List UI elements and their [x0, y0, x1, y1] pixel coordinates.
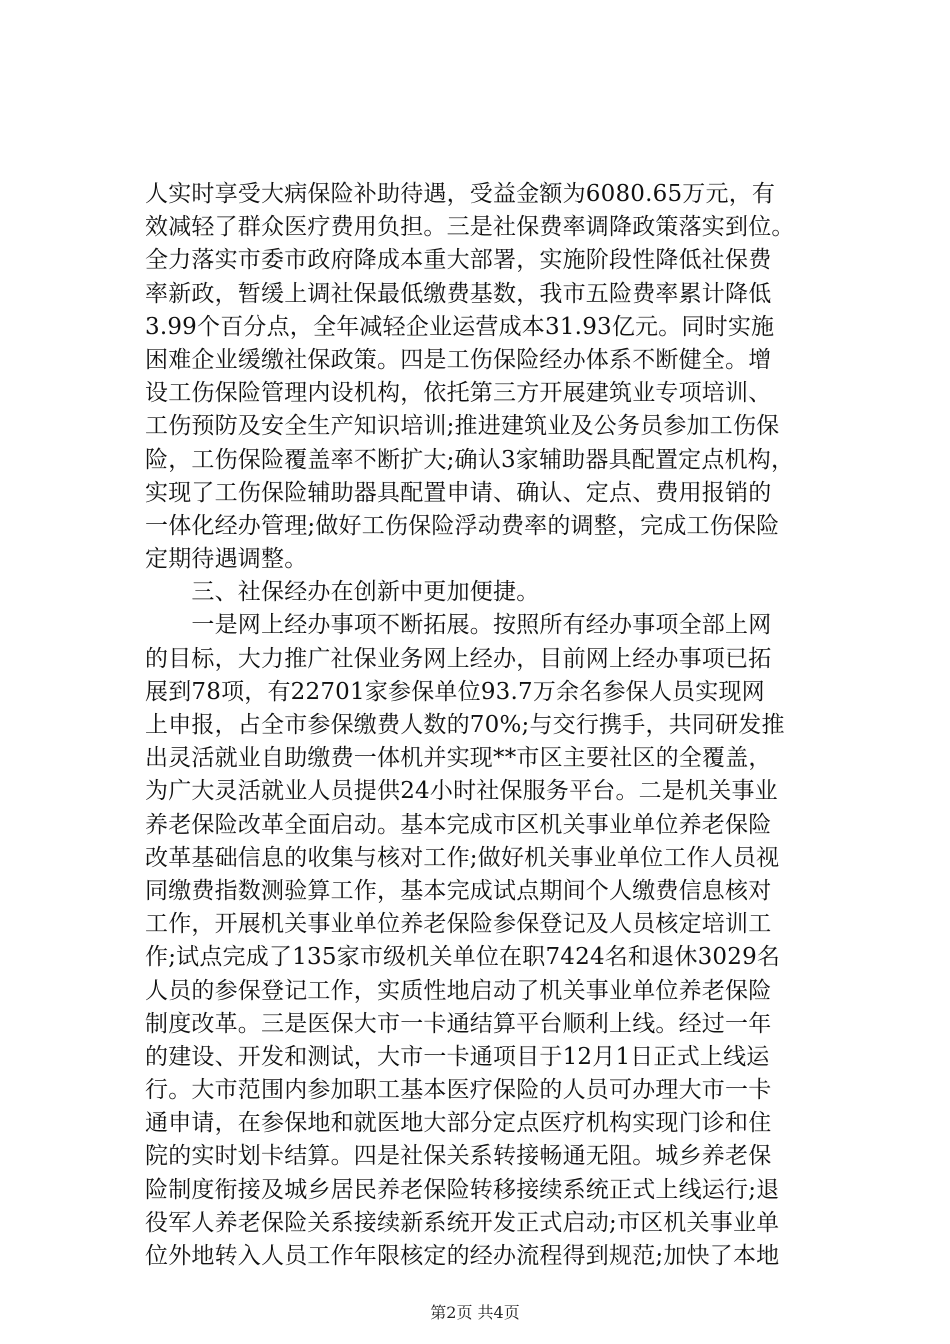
text-line: 同缴费指数测验算工作，基本完成试点期间个人缴费信息核对 [145, 877, 772, 904]
text-line: 养老保险改革全面启动。基本完成市区机关事业单位养老保险 [145, 811, 772, 838]
text-line: 役军人养老保险关系接续新系统开发正式启动;市区机关事业单 [145, 1209, 780, 1236]
text-line: 定期待遇调整。 [145, 546, 308, 573]
text-line: 上申报，占全市参保缴费人数的70%;与交行携手，共同研发推 [145, 712, 785, 738]
text-line: 位外地转入人员工作年限核定的经办流程得到规范;加快了本地 [145, 1243, 780, 1269]
body-text [145, 178, 835, 1273]
text-line: 的建设、开发和测试，大市一卡通项目于12月1日正式上线运 [145, 1043, 770, 1070]
text-line: 3.99个百分点，全年减轻企业运营成本31.93亿元。同时实施 [145, 313, 775, 340]
text-line: 一体化经办管理;做好工伤保险浮动费率的调整，完成工伤保险 [145, 512, 780, 539]
text-line: 险制度衔接及城乡居民养老保险转移接续系统正式上线运行;退 [145, 1176, 780, 1203]
text-line: 工伤预防及安全生产知识培训;推进建筑业及公务员参加工伤保 [145, 413, 780, 440]
text-line: 实现了工伤保险辅助器具配置申请、确认、定点、费用报销的 [145, 479, 772, 506]
text-line: 设工伤保险管理内设机构，依托第三方开展建筑业专项培训、 [145, 380, 772, 407]
text-line: 出灵活就业自助缴费一体机并实现**市区主要社区的全覆盖， [145, 745, 772, 772]
text-line: 的目标，大力推广社保业务网上经办，目前网上经办事项已拓 [145, 645, 772, 672]
text-line: 院的实时划卡结算。四是社保关系转接畅通无阻。城乡养老保 [145, 1143, 772, 1170]
text-line: 制度改革。三是医保大市一卡通结算平台顺利上线。经过一年 [145, 1010, 772, 1037]
text-line: 困难企业缓缴社保政策。四是工伤保险经办体系不断健全。增 [145, 346, 772, 373]
text-line: 效减轻了群众医疗费用负担。三是社保费率调降政策落实到位。 [145, 214, 795, 241]
text-line: 工作，开展机关事业单位养老保险参保登记及人员核定培训工 [145, 911, 772, 938]
text-line: 人员的参保登记工作，实质性地启动了机关事业单位养老保险 [145, 977, 772, 1004]
text-line: 全力落实市委市政府降成本重大部署，实施阶段性降低社保费 [145, 247, 772, 274]
text-line: 行。大市范围内参加职工基本医疗保险的人员可办理大市一卡 [145, 1077, 772, 1104]
text-line: 三、社保经办在创新中更加便捷。 [145, 579, 540, 606]
page-footer: 第2页 共4页 [430, 1303, 520, 1322]
text-line: 作;试点完成了135家市级机关单位在职7424名和退休3029名 [145, 944, 781, 971]
text-line: 改革基础信息的收集与核对工作;做好机关事业单位工作人员视 [145, 844, 780, 871]
text-line: 率新政，暂缓上调社保最低缴费基数，我市五险费率累计降低 [145, 280, 772, 307]
text-line: 人实时享受大病保险补助待遇，受益金额为6080.65万元，有 [145, 181, 776, 207]
text-line: 一是网上经办事项不断拓展。按照所有经办事项全部上网 [145, 612, 772, 639]
text-line: 通申请，在参保地和就医地大部分定点医疗机构实现门诊和住 [145, 1110, 772, 1137]
text-line: 险，工伤保险覆盖率不断扩大;确认3家辅助器具配置定点机构， [145, 446, 795, 473]
text-line: 为广大灵活就业人员提供24小时社保服务平台。二是机关事业 [145, 778, 778, 805]
text-line: 展到78项，有22701家参保单位93.7万余名参保人员实现网 [145, 678, 765, 705]
